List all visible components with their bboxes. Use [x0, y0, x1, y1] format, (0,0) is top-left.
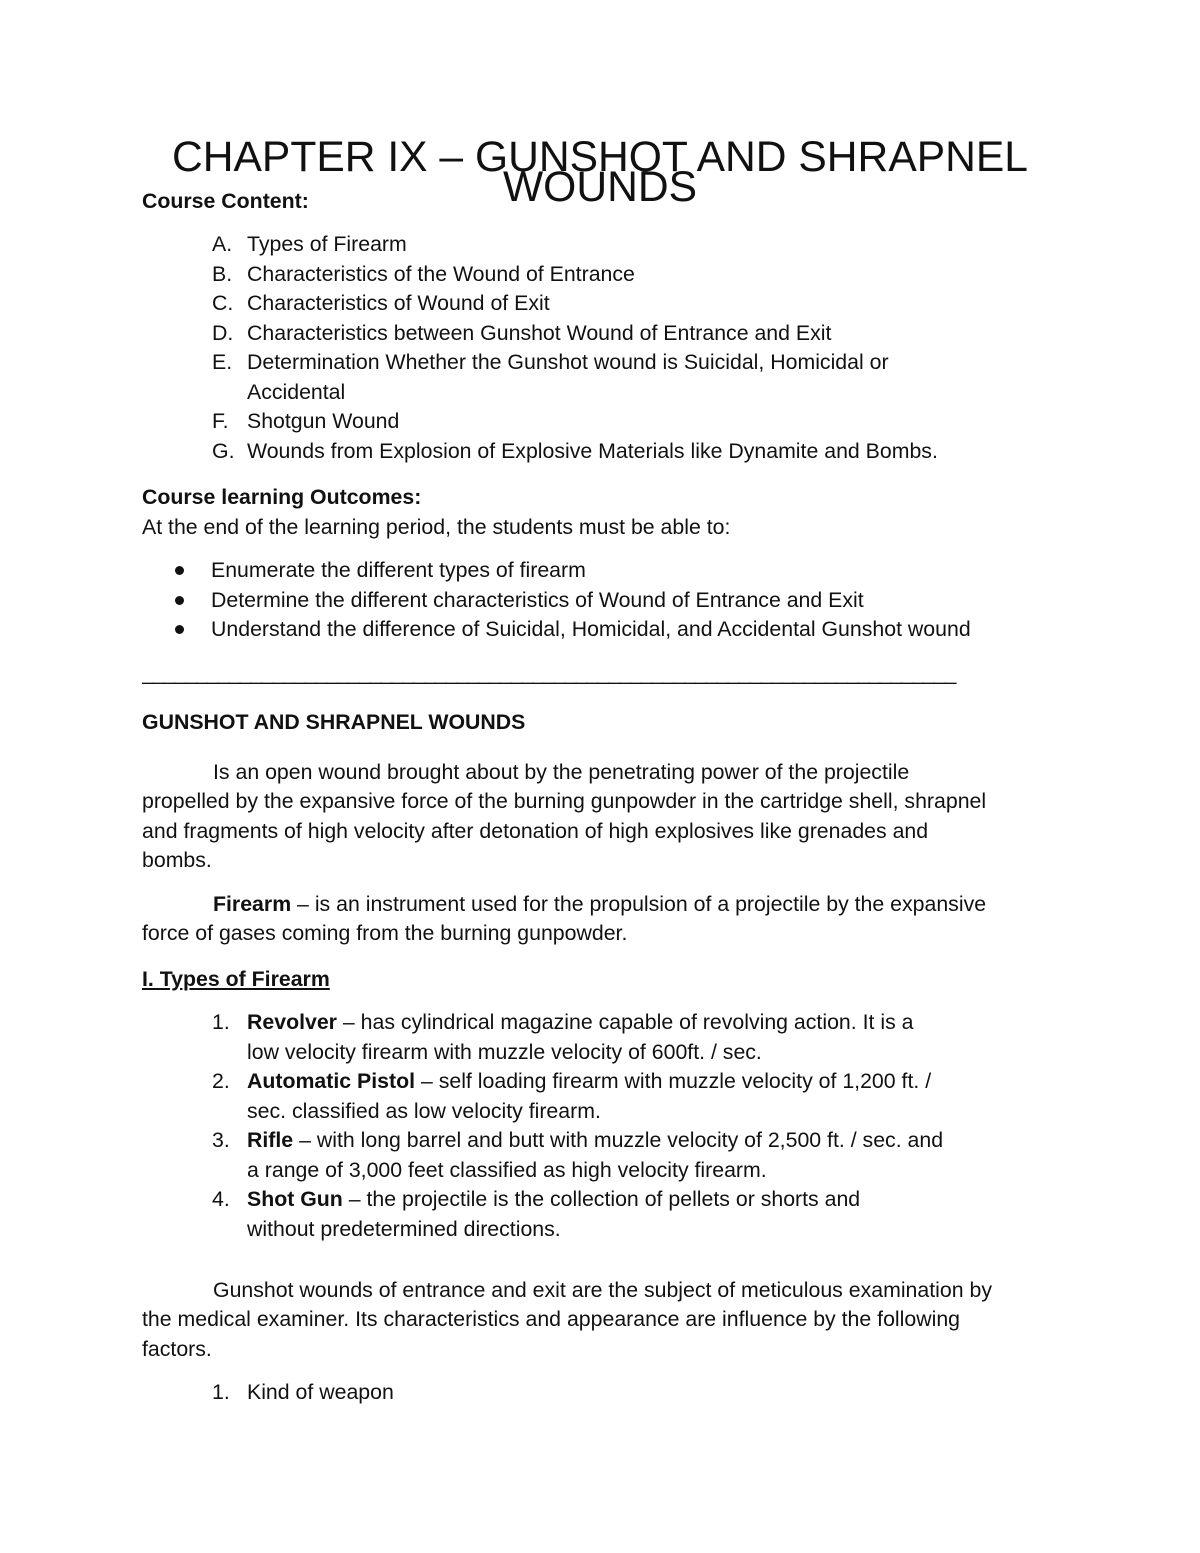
course-content-heading: Course Content: — [142, 188, 309, 213]
list-item-term: Automatic Pistol — [247, 1069, 416, 1093]
list-item — [142, 348, 1058, 407]
list-marker: D. — [212, 320, 234, 345]
list-marker: 3. — [212, 1128, 230, 1152]
list-item-text: Characteristics of the Wound of Entrance — [247, 261, 635, 286]
list-item-text: Wounds from Explosion of Explosive Materials like Dynamite and Bombs. — [247, 438, 938, 463]
list-item — [142, 319, 1058, 349]
types-heading: I. Types of Firearm — [142, 966, 330, 991]
list-item — [142, 407, 1058, 437]
list-item-term: Shot Gun — [247, 1187, 343, 1211]
blank-line — [142, 1244, 1058, 1274]
course-content-list — [142, 230, 1058, 466]
factors-list — [142, 1378, 1058, 1408]
outcomes-list — [142, 556, 1058, 645]
bullet-icon — [175, 596, 184, 605]
list-item-text: Enumerate the different types of firearm — [211, 558, 586, 582]
list-marker: 4. — [212, 1187, 230, 1211]
list-item-text: Types of Firearm — [247, 232, 407, 256]
list-item-text: Characteristics of Wound of Exit — [247, 291, 550, 315]
list-item-text: Kind of weapon — [247, 1380, 394, 1404]
factors-paragraph: Gunshot wounds of entrance and exit are the subject of meticulous examination by the medical examiner. Its characteristics and appearance are influence by the following factors. — [142, 1277, 992, 1361]
list-item-text: – has cylindrical magazine capable of revolving action. It is a low velocity firearm with muzzle velocity of 600ft. / sec. — [247, 1010, 914, 1064]
list-item-text: – the projectile is the collection of pellets or shorts and without predetermined directions. — [247, 1187, 861, 1241]
list-item-text: Understand the difference of Suicidal, Homicidal, and Accidental Gunshot wound — [211, 617, 971, 641]
list-item — [142, 615, 1058, 645]
list-marker: F. — [212, 409, 229, 433]
list-item-term: Revolver — [247, 1010, 337, 1034]
firearm-paragraph — [142, 890, 1058, 949]
list-item — [142, 1185, 1058, 1244]
list-item-text: – self loading firearm with muzzle velocity of 1,200 ft. / sec. classified as low velocity firearm. — [247, 1069, 932, 1123]
list-item-text: Shotgun Wound — [247, 409, 400, 433]
list-item-term: Rifle — [247, 1128, 294, 1152]
list-item-text: Characteristics between Gunshot Wound of Entrance and Exit — [247, 320, 832, 345]
list-item — [142, 1067, 1058, 1126]
list-marker: 2. — [212, 1069, 230, 1093]
list-item-text: Determine the different characteristics of Wound of Entrance and Exit — [211, 587, 864, 612]
outcomes-intro: At the end of the learning period, the students must be able to: — [142, 514, 731, 539]
list-item — [142, 230, 1058, 260]
list-marker: G. — [212, 438, 235, 463]
list-item — [142, 289, 1058, 319]
list-item — [142, 586, 1058, 616]
types-list — [142, 1008, 1058, 1244]
list-item — [142, 1378, 1058, 1408]
divider-line: ___________________________________________________________________________ — [142, 660, 956, 685]
list-item — [142, 556, 1058, 586]
bullet-icon — [175, 625, 184, 634]
list-item — [142, 437, 1058, 467]
list-marker: A. — [212, 232, 233, 256]
outcomes-heading: Course learning Outcomes: — [142, 485, 422, 509]
bullet-icon — [175, 566, 184, 575]
list-marker: 1. — [212, 1380, 230, 1404]
section-title: GUNSHOT AND SHRAPNEL WOUNDS — [142, 710, 526, 734]
list-item-text: Determination Whether the Gunshot wound is Suicidal, Homicidal or Accidental — [247, 350, 889, 404]
list-item-text: – with long barrel and butt with muzzle velocity of 2,500 ft. / sec. and a range of 3,000 feet classified as high velocity firearm. — [247, 1128, 944, 1182]
firearm-definition: – is an instrument used for the propulsion of a projectile by the expansive force of gases coming from the burning gunpowder. — [142, 891, 987, 945]
list-marker: C. — [212, 291, 234, 315]
definition-paragraph: Is an open wound brought about by the penetrating power of the projectile propelled by the expansive force of the burning gunpowder in the cartridge shell, shrapnel and fragments of high velocity after detonation of high explosives like grenades and bombs. — [142, 759, 987, 872]
list-item — [142, 1126, 1058, 1185]
firearm-term: Firearm — [213, 891, 292, 916]
list-marker: E. — [212, 350, 233, 374]
list-marker: B. — [212, 261, 233, 286]
list-marker: 1. — [212, 1010, 230, 1034]
chapter-title: CHAPTER IX – GUNSHOT AND SHRAPNEL WOUNDS — [171, 133, 1028, 211]
list-item — [142, 260, 1058, 290]
list-item — [142, 1008, 1058, 1067]
